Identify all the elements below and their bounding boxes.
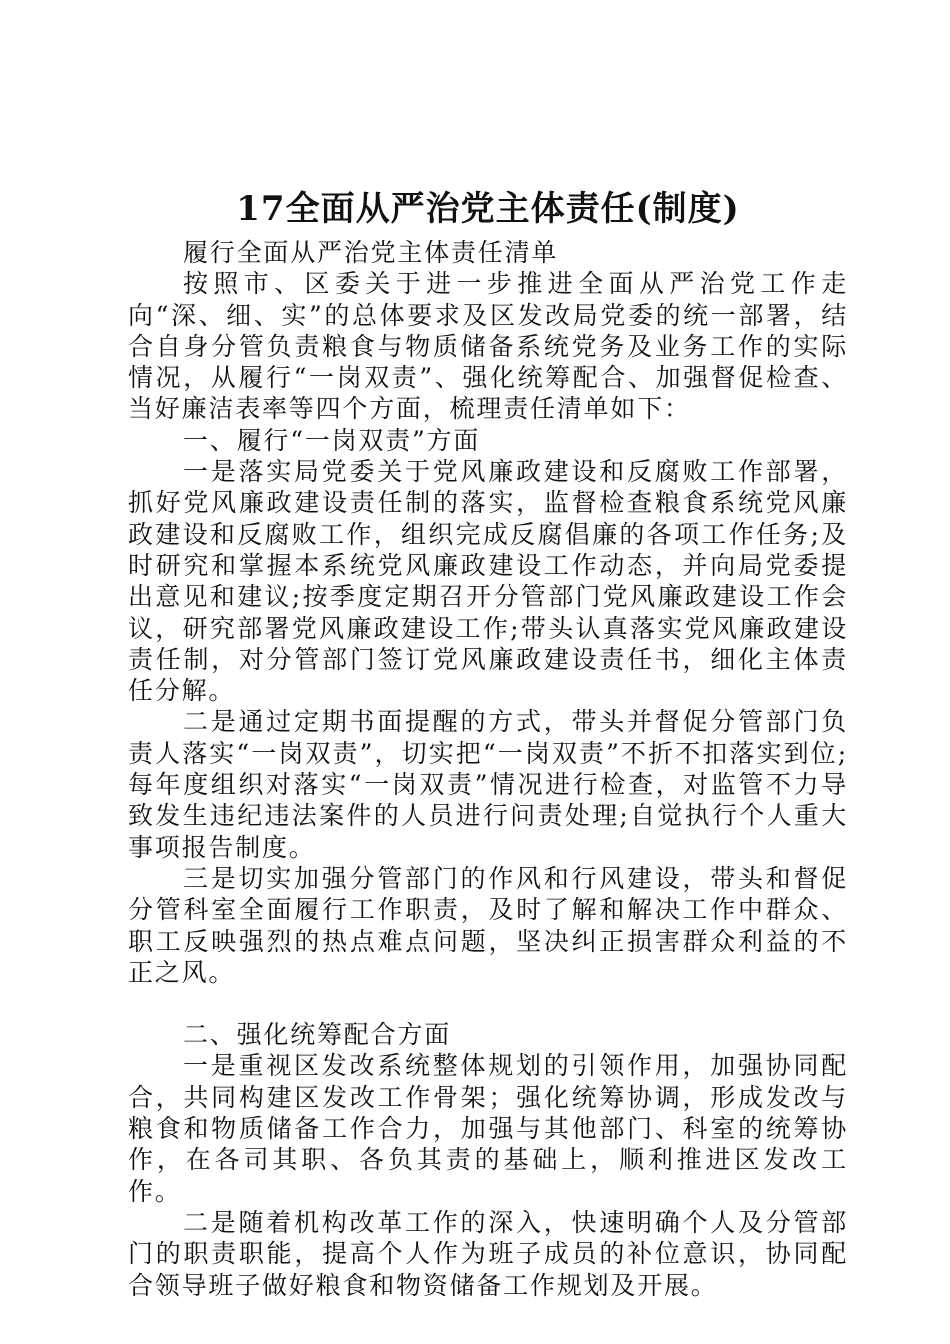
paragraph-intro: 按照市、区委关于进一步推进全面从严治党工作走向“深、细、实”的总体要求及区发改局党委的统一部署，结合自身分管负责粮食与物质储备系统党务及业务工作的实际情况，从履行“一岗双责”、强化统筹配合、加强督促检查、当好廉洁表率等四个方面，梳理责任清单如下：	[128, 269, 848, 424]
paragraph-section1-item2: 二是通过定期书面提醒的方式，带头并督促分管部门负责人落实“一岗双责”，切实把“一岗双责”不折不扣落实到位;每年度组织对落实“一岗双责”情况进行检查，对监管不力导致发生违纪违法案件的人员进行问责处理;自觉执行个人重大事项报告制度。	[128, 707, 848, 862]
paragraph-gap	[128, 988, 848, 1019]
section-heading-1: 一、履行“一岗双责”方面	[183, 425, 481, 455]
paragraph-section2-item1: 一是重视区发改系统整体规划的引领作用，加强协同配合，共同构建区发改工作骨架；强化统筹协调，形成发改与粮食和物质储备工作合力，加强与其他部门、科室的统筹协作，在各司其职、各负其责的基础上，顺利推进区发改工作。	[128, 1051, 848, 1206]
document-page	[128, 185, 848, 1301]
paragraph-section2-item2: 二是随着机构改革工作的深入，快速明确个人及分管部门的职责职能，提高个人作为班子成员的补位意识，协同配合领导班子做好粮食和物资储备工作规划及开展。	[128, 1207, 848, 1300]
section-heading-2: 二、强化统筹配合方面	[183, 1020, 452, 1050]
paragraph-section1-item1: 一是落实局党委关于党风廉政建设和反腐败工作部署，抓好党风廉政建设责任制的落实，监督检查粮食系统党风廉政建设和反腐败工作，组织完成反腐倡廉的各项工作任务;及时研究和掌握本系统党风廉政建设工作动态，并向局党委提出意见和建议;按季度定期召开分管部门党风廉政建设工作会议，研究部署党风廉政建设工作;带头认真落实党风廉政建设责任制，对分管部门签订党风廉政建设责任书，细化主体责任分解。	[128, 457, 848, 706]
document-title: 17全面从严治党主体责任(制度)	[236, 189, 740, 229]
paragraph-section1-item3: 三是切实加强分管部门的作风和行风建设，带头和督促分管科室全面履行工作职责，及时了解和解决工作中群众、职工反映强烈的热点难点问题，坚决纠正损害群众利益的不正之风。	[128, 863, 848, 987]
paragraph-list-heading: 履行全面从严治党主体责任清单	[183, 238, 559, 267]
